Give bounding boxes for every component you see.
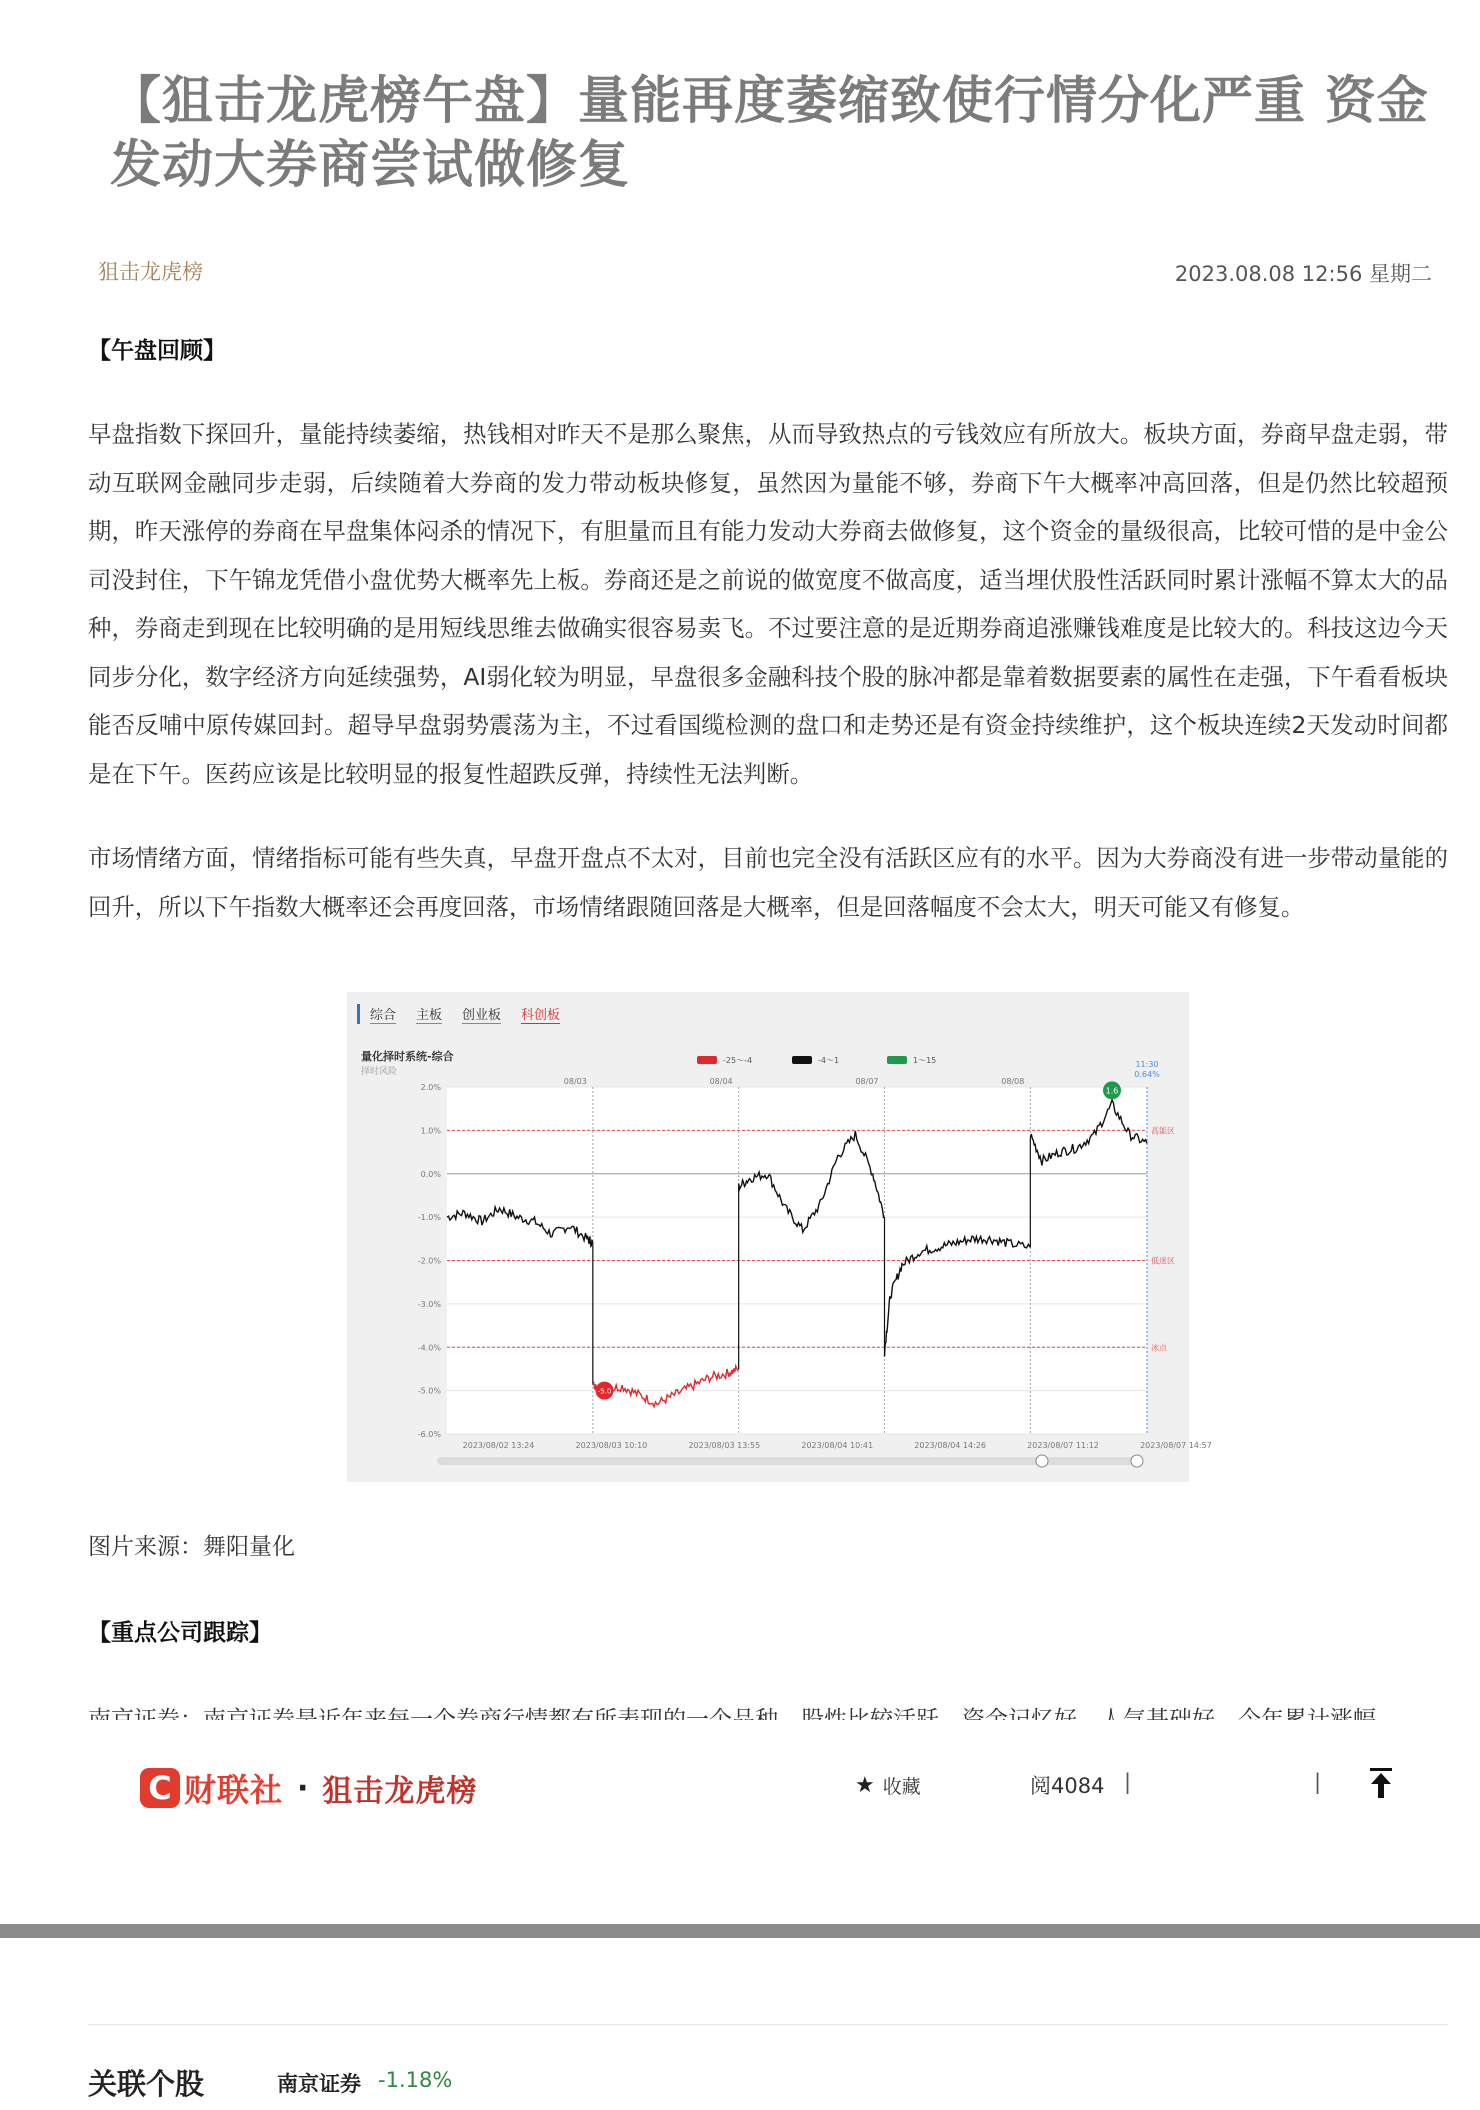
scroll-handle-left xyxy=(1036,1455,1048,1467)
day-label: 08/04 xyxy=(709,1077,733,1086)
chart-scrollbar xyxy=(437,1457,1137,1465)
x-tick-label: 2023/08/07 11:12 xyxy=(1027,1441,1099,1450)
separator: | xyxy=(1124,1770,1132,1794)
article-title: 【狙击龙虎榜午盘】量能再度萎缩致使行情分化严重 资金发动大券商尝试做修复 xyxy=(110,72,1429,195)
current-value-label: 0.64% xyxy=(1134,1070,1160,1079)
logo-dot: · xyxy=(297,1770,309,1806)
x-tick-label: 2023/08/03 13:55 xyxy=(688,1441,761,1450)
chart-tab-gem[interactable]: 创业板 xyxy=(462,1004,501,1024)
divider-line xyxy=(88,2024,1448,2025)
x-tick-label: 2023/08/07 14:57 xyxy=(1140,1441,1212,1450)
y-tick-label: 0.0% xyxy=(420,1169,441,1179)
logo-name: 财联社 xyxy=(184,1771,284,1809)
chart-plot xyxy=(347,992,1212,1482)
legend-swatch xyxy=(792,1056,812,1064)
x-tick-label: 2023/08/04 10:41 xyxy=(801,1441,874,1450)
logo-icon: C xyxy=(140,1768,180,1808)
y-tick-label: -4.0% xyxy=(417,1343,441,1353)
legend-swatch xyxy=(887,1056,907,1064)
legend-label: -4～1 xyxy=(818,1056,840,1065)
chart-title: 量化择时系统-综合 xyxy=(361,1050,454,1063)
site-logo[interactable] xyxy=(140,1765,477,1811)
star-icon: ★ xyxy=(855,1773,875,1798)
read-count: 阅4084 xyxy=(1030,1774,1105,1798)
y-tick-label: 2.0% xyxy=(420,1083,441,1092)
column-name: 狙击龙虎榜 xyxy=(322,1774,478,1809)
chart-subtitle: 择时风险 xyxy=(361,1067,398,1077)
paragraph-review: 早盘指数下探回升，量能持续萎缩，热钱相对昨天不是那么聚焦，从而导致热点的亏钱效应有所放大。板块方面，券商早盘走弱，带动互联网金融同步走弱，后续随着大券商的发力带动板块修复，虽然因为量能不够，券商下午大概率冲高回落，但是仍然比较超预期，昨天涨停的券商在早盘集体闷杀的情况下，有胆量而且有能力发动大券商去做修复，这个资金的量级很高，比较可惜的是中金公司没封住，下午锦龙凭借小盘优势大概率先上板。券商还是之前说的做宽度不做高度，适当埋伏股性活跃同时累计涨幅不算太大的品种，券商走到现在比较明确的是用短线思维去做确实很容易卖飞。不过要注意的是近期券商追涨赚钱难度是比较大的。科技这边今天同步分化，数字经济方向延续强势，AI弱化较为明显，早盘很多金融科技个股的脉冲都是靠着数据要素的属性在走强，下午看看板块能否反哺中原传媒回封。超导早盘弱势震荡为主，不过看国缆检测的盘口和走势还是有资金持续维护，这个板块连续2天发动时间都是在下午。医药应该是比较明显的报复性超跌反弹，持续性无法判断。 xyxy=(88,420,1448,788)
image-caption: 图片来源：舞阳量化 xyxy=(88,1534,295,1560)
marker-red-label: -5.0 xyxy=(597,1387,612,1396)
favorite-button[interactable] xyxy=(855,1772,921,1799)
paragraph-sentiment: 市场情绪方面，情绪指标可能有些失真，早盘开盘点不太对，目前也完全没有活跃区应有的水平。因为大券商没有进一步带动量能的回升，所以下午指数大概率还会再度回落，市场情绪跟随回落是大概率，但是回落幅度不会太大，明天可能又有修复。 xyxy=(88,844,1448,921)
divider-band xyxy=(0,1924,1480,1938)
chart-tab-star[interactable]: 科创板 xyxy=(521,1004,560,1024)
day-label: 08/08 xyxy=(1001,1077,1025,1086)
related-stock-name[interactable]: 南京证券 xyxy=(277,2072,361,2096)
marker-green-label: 1.6 xyxy=(1105,1086,1119,1096)
arrow-up-icon xyxy=(1366,1766,1396,1800)
section-heading-tracking: 【重点公司跟踪】 xyxy=(88,1620,272,1646)
section-heading-review: 【午盘回顾】 xyxy=(88,338,226,364)
zone-label: 高能区 xyxy=(1151,1126,1175,1136)
x-tick-label: 2023/08/02 13:24 xyxy=(462,1441,535,1450)
x-tick-label: 2023/08/04 14:26 xyxy=(914,1441,986,1450)
current-time-label: 11:30 xyxy=(1135,1060,1159,1069)
chart-tab-main[interactable]: 主板 xyxy=(416,1004,442,1024)
back-to-top-button[interactable] xyxy=(1366,1766,1396,1800)
scroll-handle-right xyxy=(1131,1455,1143,1467)
related-stocks-heading: 关联个股 xyxy=(88,2067,205,2101)
y-tick-label: -6.0% xyxy=(417,1430,441,1439)
related-stock-change: -1.18% xyxy=(378,2068,453,2092)
y-tick-label: -1.0% xyxy=(417,1213,441,1223)
day-label: 08/07 xyxy=(855,1077,879,1086)
zone-label: 冰点 xyxy=(1151,1343,1167,1353)
separator: | xyxy=(1314,1770,1322,1794)
y-tick-label: 1.0% xyxy=(420,1126,441,1136)
legend-swatch xyxy=(697,1056,717,1064)
author-link[interactable]: 狙击龙虎榜 xyxy=(98,260,203,284)
x-tick-label: 2023/08/03 10:10 xyxy=(575,1441,648,1450)
favorite-label: 收藏 xyxy=(882,1776,921,1798)
timing-chart xyxy=(347,992,1212,1482)
y-tick-label: -2.0% xyxy=(417,1256,441,1266)
zone-label: 低迷区 xyxy=(1151,1256,1175,1266)
y-tick-label: -5.0% xyxy=(417,1386,441,1396)
publish-datetime: 2023.08.08 12:56 星期二 xyxy=(1174,262,1432,286)
y-tick-label: -3.0% xyxy=(417,1299,441,1309)
legend-label: 1～15 xyxy=(913,1056,937,1065)
truncated-paragraph xyxy=(88,1696,1448,1718)
day-label: 08/03 xyxy=(563,1077,587,1086)
chart-tab-all[interactable]: 综合 xyxy=(370,1004,396,1024)
legend-label: -25～-4 xyxy=(723,1056,753,1065)
